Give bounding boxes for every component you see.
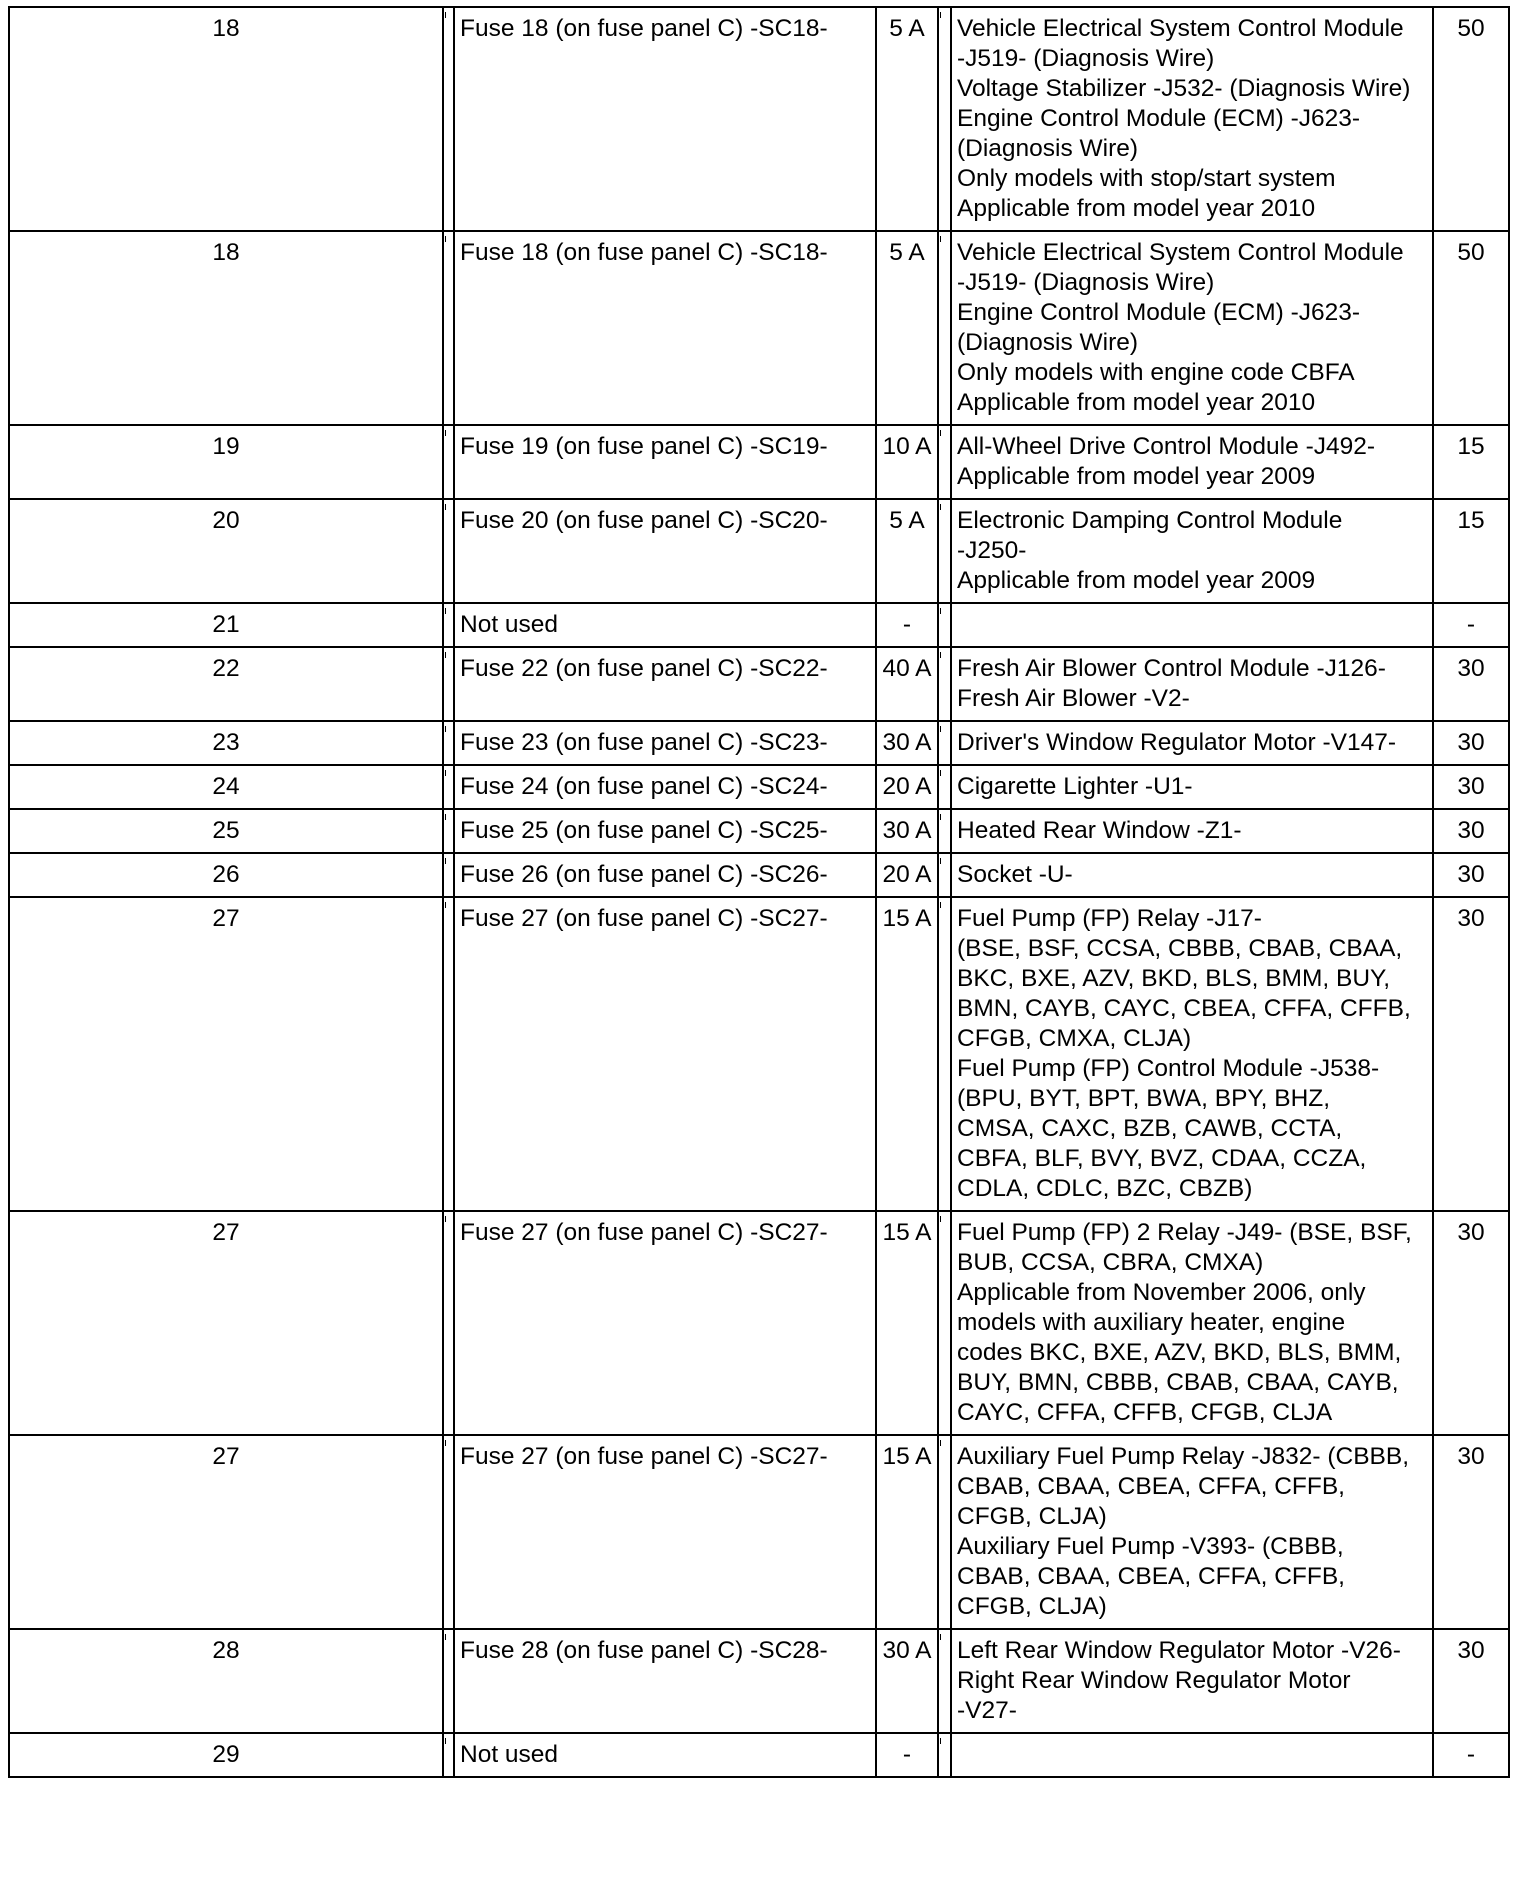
- component-line: Right Rear Window Regulator Motor: [957, 1667, 1351, 1694]
- table-row: [9, 425, 1509, 499]
- component-line: Only models with engine code CBFA: [957, 359, 1355, 386]
- fuse-rating: 30 A: [876, 1629, 938, 1733]
- row-marker: [938, 721, 951, 765]
- component-line: Driver's Window Regulator Motor -V147-: [957, 729, 1397, 756]
- fuse-number: 18: [9, 231, 443, 425]
- fuse-number: 27: [9, 1435, 443, 1629]
- component-line: Applicable from model year 2010: [957, 389, 1316, 416]
- fuse-description: Fuse 19 (on fuse panel C) -SC19-: [454, 425, 876, 499]
- component-line: -V27-: [957, 1697, 1017, 1724]
- fuse-number: 25: [9, 809, 443, 853]
- fuse-components: [951, 499, 1433, 603]
- component-line: Left Rear Window Regulator Motor -V26-: [957, 1637, 1401, 1664]
- row-marker: [938, 809, 951, 853]
- component-line: Socket -U-: [957, 861, 1073, 888]
- component-line: models with auxiliary heater, engine: [957, 1309, 1346, 1336]
- fuse-description: Fuse 25 (on fuse panel C) -SC25-: [454, 809, 876, 853]
- component-line: (Diagnosis Wire): [957, 329, 1139, 356]
- component-line: -J519- (Diagnosis Wire): [957, 269, 1215, 296]
- fuse-number: 20: [9, 499, 443, 603]
- fuse-description: Fuse 18 (on fuse panel C) -SC18-: [454, 231, 876, 425]
- table-row: [9, 765, 1509, 809]
- row-marker: [443, 809, 454, 853]
- fuse-description: Fuse 27 (on fuse panel C) -SC27-: [454, 897, 876, 1211]
- component-line: Applicable from November 2006, only: [957, 1279, 1366, 1306]
- component-line: CBAB, CBAA, CBEA, CFFA, CFFB,: [957, 1473, 1345, 1500]
- row-marker: [938, 765, 951, 809]
- component-line: Only models with stop/start system: [957, 165, 1336, 192]
- component-line: Heated Rear Window -Z1-: [957, 817, 1242, 844]
- component-line: CFGB, CLJA): [957, 1593, 1107, 1620]
- fuse-rating: 20 A: [876, 765, 938, 809]
- component-line: Engine Control Module (ECM) -J623-: [957, 105, 1361, 132]
- component-line: (BPU, BYT, BPT, BWA, BPY, BHZ,: [957, 1085, 1331, 1112]
- fuse-description: Fuse 22 (on fuse panel C) -SC22-: [454, 647, 876, 721]
- fuse-number: 27: [9, 897, 443, 1211]
- component-line: Engine Control Module (ECM) -J623-: [957, 299, 1361, 326]
- fuse-number: 27: [9, 1211, 443, 1435]
- fuse-rating: 15 A: [876, 1435, 938, 1629]
- fuse-description: Fuse 24 (on fuse panel C) -SC24-: [454, 765, 876, 809]
- fuse-number: 24: [9, 765, 443, 809]
- row-marker: [938, 1435, 951, 1629]
- fuse-description: Not used: [454, 1733, 876, 1777]
- fuse-table: [8, 6, 1510, 1778]
- fuse-number: 21: [9, 603, 443, 647]
- component-line: Applicable from model year 2009: [957, 567, 1316, 594]
- table-row: [9, 809, 1509, 853]
- terminal-number: 30: [1433, 721, 1509, 765]
- terminal-number: 15: [1433, 425, 1509, 499]
- row-marker: [938, 1211, 951, 1435]
- row-marker: [938, 897, 951, 1211]
- component-line: BUY, BMN, CBBB, CBAB, CBAA, CAYB,: [957, 1369, 1399, 1396]
- row-marker: [938, 1629, 951, 1733]
- component-line: codes BKC, BXE, AZV, BKD, BLS, BMM,: [957, 1339, 1402, 1366]
- table-row: [9, 1629, 1509, 1733]
- table-row: [9, 1435, 1509, 1629]
- table-row: [9, 897, 1509, 1211]
- row-marker: [443, 7, 454, 231]
- fuse-components: [951, 231, 1433, 425]
- fuse-description: Fuse 28 (on fuse panel C) -SC28-: [454, 1629, 876, 1733]
- fuse-table-body: [9, 7, 1509, 1777]
- row-marker: [443, 1733, 454, 1777]
- fuse-description: Not used: [454, 603, 876, 647]
- row-marker: [443, 721, 454, 765]
- fuse-components: [951, 721, 1433, 765]
- fuse-components: [951, 765, 1433, 809]
- fuse-components: [951, 809, 1433, 853]
- table-row: [9, 603, 1509, 647]
- fuse-number: 23: [9, 721, 443, 765]
- fuse-description: Fuse 20 (on fuse panel C) -SC20-: [454, 499, 876, 603]
- component-line: CDLA, CDLC, BZC, CBZB): [957, 1175, 1253, 1202]
- fuse-description: Fuse 23 (on fuse panel C) -SC23-: [454, 721, 876, 765]
- row-marker: [938, 425, 951, 499]
- fuse-rating: 15 A: [876, 1211, 938, 1435]
- fuse-rating: 5 A: [876, 7, 938, 231]
- table-row: [9, 721, 1509, 765]
- component-line: Fuel Pump (FP) Control Module -J538-: [957, 1055, 1380, 1082]
- component-line: -J519- (Diagnosis Wire): [957, 45, 1215, 72]
- component-line: Vehicle Electrical System Control Module: [957, 239, 1404, 266]
- component-line: All-Wheel Drive Control Module -J492-: [957, 433, 1376, 460]
- component-line: CAYC, CFFA, CFFB, CFGB, CLJA: [957, 1399, 1333, 1426]
- component-line: Fuel Pump (FP) Relay -J17-: [957, 905, 1262, 932]
- component-line: CFGB, CLJA): [957, 1503, 1107, 1530]
- fuse-components: [951, 1629, 1433, 1733]
- component-line: Fresh Air Blower Control Module -J126-: [957, 655, 1386, 682]
- fuse-description: Fuse 26 (on fuse panel C) -SC26-: [454, 853, 876, 897]
- row-marker: [938, 853, 951, 897]
- row-marker: [443, 1629, 454, 1733]
- component-line: BKC, BXE, AZV, BKD, BLS, BMM, BUY,: [957, 965, 1390, 992]
- fuse-components: [951, 647, 1433, 721]
- fuse-components: [951, 7, 1433, 231]
- row-marker: [443, 1435, 454, 1629]
- terminal-number: 50: [1433, 7, 1509, 231]
- terminal-number: 50: [1433, 231, 1509, 425]
- table-row: [9, 853, 1509, 897]
- fuse-rating: 30 A: [876, 721, 938, 765]
- fuse-rating: 5 A: [876, 499, 938, 603]
- fuse-rating: 30 A: [876, 809, 938, 853]
- fuse-description: Fuse 27 (on fuse panel C) -SC27-: [454, 1435, 876, 1629]
- terminal-number: 30: [1433, 647, 1509, 721]
- component-line: (Diagnosis Wire): [957, 135, 1139, 162]
- component-line: CBFA, BLF, BVY, BVZ, CDAA, CCZA,: [957, 1145, 1367, 1172]
- fuse-rating: -: [876, 1733, 938, 1777]
- terminal-number: -: [1433, 1733, 1509, 1777]
- fuse-rating: 20 A: [876, 853, 938, 897]
- row-marker: [443, 1211, 454, 1435]
- row-marker: [443, 425, 454, 499]
- terminal-number: 30: [1433, 1435, 1509, 1629]
- row-marker: [443, 897, 454, 1211]
- table-row: [9, 231, 1509, 425]
- fuse-components: [951, 1435, 1433, 1629]
- fuse-rating: -: [876, 603, 938, 647]
- fuse-rating: 15 A: [876, 897, 938, 1211]
- component-line: BMN, CAYB, CAYC, CBEA, CFFA, CFFB,: [957, 995, 1411, 1022]
- table-row: [9, 647, 1509, 721]
- fuse-rating: 40 A: [876, 647, 938, 721]
- table-row: [9, 499, 1509, 603]
- fuse-number: 28: [9, 1629, 443, 1733]
- fuse-components: [951, 853, 1433, 897]
- component-line: Applicable from model year 2010: [957, 195, 1316, 222]
- fuse-components: [951, 1733, 1433, 1777]
- terminal-number: 15: [1433, 499, 1509, 603]
- fuse-rating: 5 A: [876, 231, 938, 425]
- component-line: Fuel Pump (FP) 2 Relay -J49- (BSE, BSF,: [957, 1219, 1412, 1246]
- fuse-components: [951, 1211, 1433, 1435]
- fuse-number: 19: [9, 425, 443, 499]
- fuse-rating: 10 A: [876, 425, 938, 499]
- table-row: [9, 1211, 1509, 1435]
- fuse-number: 29: [9, 1733, 443, 1777]
- component-line: CFGB, CMXA, CLJA): [957, 1025, 1192, 1052]
- fuse-description: Fuse 27 (on fuse panel C) -SC27-: [454, 1211, 876, 1435]
- component-line: (BSE, BSF, CCSA, CBBB, CBAB, CBAA,: [957, 935, 1403, 962]
- terminal-number: -: [1433, 603, 1509, 647]
- component-line: Auxiliary Fuel Pump Relay -J832- (CBBB,: [957, 1443, 1410, 1470]
- row-marker: [938, 499, 951, 603]
- terminal-number: 30: [1433, 1211, 1509, 1435]
- component-line: Voltage Stabilizer -J532- (Diagnosis Wire): [957, 75, 1411, 102]
- row-marker: [443, 231, 454, 425]
- row-marker: [443, 603, 454, 647]
- row-marker: [443, 853, 454, 897]
- terminal-number: 30: [1433, 809, 1509, 853]
- row-marker: [938, 603, 951, 647]
- terminal-number: 30: [1433, 1629, 1509, 1733]
- fuse-number: 26: [9, 853, 443, 897]
- table-row: [9, 1733, 1509, 1777]
- row-marker: [938, 1733, 951, 1777]
- fuse-description: Fuse 18 (on fuse panel C) -SC18-: [454, 7, 876, 231]
- row-marker: [938, 647, 951, 721]
- fuse-components: [951, 897, 1433, 1211]
- row-marker: [938, 7, 951, 231]
- component-line: Cigarette Lighter -U1-: [957, 773, 1193, 800]
- table-row: [9, 7, 1509, 231]
- fuse-number: 22: [9, 647, 443, 721]
- fuse-components: [951, 425, 1433, 499]
- component-line: BUB, CCSA, CBRA, CMXA): [957, 1249, 1264, 1276]
- terminal-number: 30: [1433, 853, 1509, 897]
- row-marker: [443, 499, 454, 603]
- component-line: Auxiliary Fuel Pump -V393- (CBBB,: [957, 1533, 1344, 1560]
- component-line: CMSA, CAXC, BZB, CAWB, CCTA,: [957, 1115, 1343, 1142]
- component-line: Fresh Air Blower -V2-: [957, 685, 1190, 712]
- component-line: Electronic Damping Control Module: [957, 507, 1343, 534]
- component-line: Applicable from model year 2009: [957, 463, 1316, 490]
- row-marker: [443, 765, 454, 809]
- component-line: -J250-: [957, 537, 1027, 564]
- row-marker: [938, 231, 951, 425]
- terminal-number: 30: [1433, 897, 1509, 1211]
- component-line: CBAB, CBAA, CBEA, CFFA, CFFB,: [957, 1563, 1345, 1590]
- fuse-components: [951, 603, 1433, 647]
- fuse-number: 18: [9, 7, 443, 231]
- row-marker: [443, 647, 454, 721]
- terminal-number: 30: [1433, 765, 1509, 809]
- component-line: Vehicle Electrical System Control Module: [957, 15, 1404, 42]
